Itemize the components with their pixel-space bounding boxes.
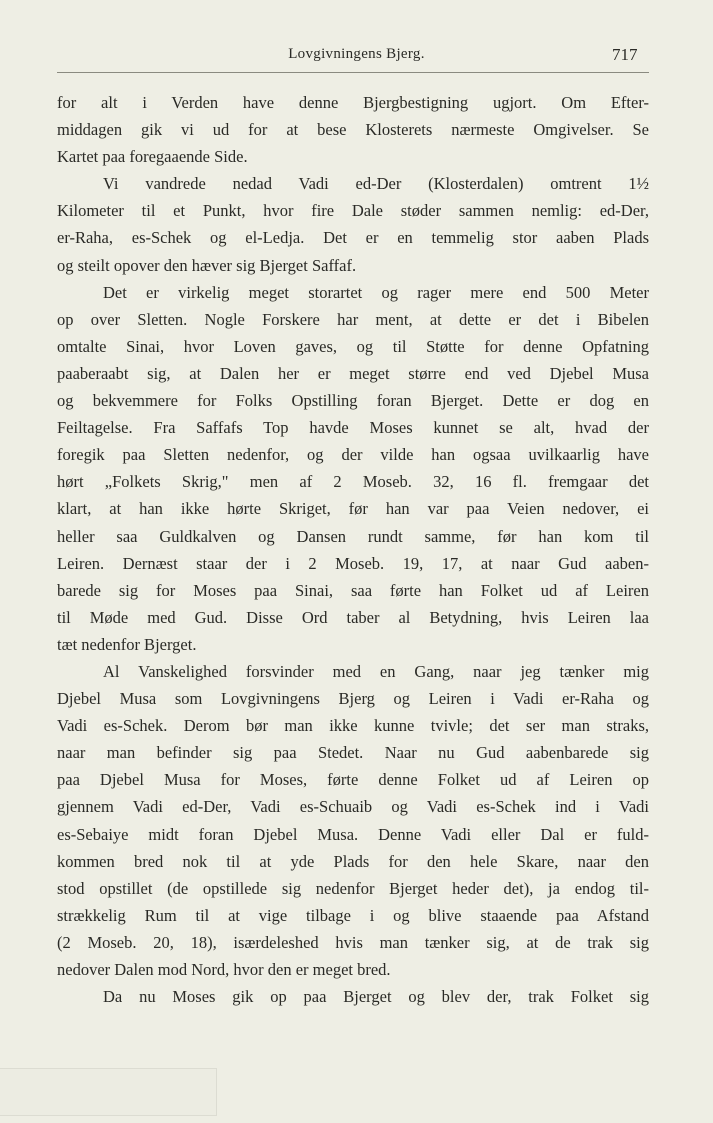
page-number: 717 [612, 45, 638, 64]
header-rule [57, 72, 649, 73]
text-line: Vi vandrede nedad Vadi ed-Der (Klosterdalen) omtrent 1½ [103, 174, 649, 194]
text-line: barede sig for Moses paa Sinai, saa førte han Folket ud af Leiren [57, 580, 649, 600]
text-line: og bekvemmere for Folks Opstilling foran Bjerget. Dette er dog en [57, 391, 649, 411]
text-line: Leiren. Dernæst staar der i 2 Moseb. 19, 17, at naar Gud aaben- [57, 553, 649, 573]
body-text [57, 89, 649, 1010]
text-line: hørt „Folkets Skrig," men af 2 Moseb. 32, 16 fl. fremgaar det [57, 472, 649, 492]
text-line: paa Djebel Musa for Moses, førte denne Folket ud af Leiren op [57, 770, 649, 790]
text-line: Al Vanskelighed forsvinder med en Gang, naar jeg tænker mig [103, 661, 649, 681]
text-line: strækkelig Rum til at vige tilbage i og blive staaende paa Afstand [57, 905, 649, 925]
text-line: Det er virkelig meget storartet og rager mere end 500 Meter [103, 282, 649, 302]
text-line: foregik paa Sletten nedenfor, og der vilde han ogsaa uvilkaarlig have [57, 445, 649, 465]
text-line: omtalte Sinai, hvor Loven gaves, og til Støtte for denne Opfatning [57, 336, 649, 356]
running-header-title: Lovgivningens Bjerg. [288, 46, 425, 62]
text-line: es-Sebaiye midt foran Djebel Musa. Denne Vadi eller Dal er fuld- [57, 824, 649, 844]
text-line: gjennem Vadi ed-Der, Vadi es-Schuaib og Vadi es-Schek ind i Vadi [57, 797, 649, 817]
text-line: paaberaabt sig, at Dalen her er meget større end ved Djebel Musa [57, 363, 649, 383]
text-line: op over Sletten. Nogle Forskere har ment, at dette er det i Bibelen [57, 309, 649, 329]
library-stamp-area [0, 1068, 217, 1116]
text-line: kommen bred nok til at yde Plads for den hele Skare, naar den [57, 851, 649, 871]
text-line: stod opstillet (de opstillede sig nedenfor Bjerget heder det), ja endog til- [57, 878, 649, 898]
text-line: til Møde med Gud. Disse Ord taber al Betydning, hvis Leiren laa [57, 607, 649, 627]
text-line: Vadi es-Schek. Derom bør man ikke kunne tvivle; det ser man straks, [57, 716, 649, 736]
text-line: tæt nedenfor Bjerget. [57, 634, 197, 654]
text-line: klart, at han ikke hørte Skriget, før han var paa Veien nedover, ei [57, 499, 649, 519]
text-line: Da nu Moses gik op paa Bjerget og blev der, trak Folket sig [103, 987, 649, 1007]
text-line: er-Raha, es-Schek og el-Ledja. Det er en temmelig stor aaben Plads [57, 228, 649, 248]
text-line: naar man befinder sig paa Stedet. Naar nu Gud aabenbarede sig [57, 743, 649, 763]
text-line: heller saa Guldkalven og Dansen rundt samme, før han kom til [57, 526, 649, 546]
text-line: (2 Moseb. 20, 18), isærdeleshed hvis man tænker sig, at de trak sig [57, 932, 649, 952]
text-line: nedover Dalen mod Nord, hvor den er meget bred. [57, 960, 391, 979]
text-line: middagen gik vi ud for at bese Klosterets nærmeste Omgivelser. Se [57, 120, 649, 140]
text-line: og steilt opover den hæver sig Bjerget Saffaf. [57, 255, 357, 275]
text-line: Feiltagelse. Fra Saffafs Top havde Moses kunnet se alt, hvad der [57, 418, 649, 438]
text-line: Kilometer til et Punkt, hvor fire Dale støder sammen nemlig: ed-Der, [57, 201, 649, 221]
text-line: for alt i Verden have denne Bjergbestigning ugjort. Om Efter- [57, 93, 649, 112]
text-line: Kartet paa foregaaende Side. [57, 147, 248, 167]
text-line: Djebel Musa som Lovgivningens Bjerg og Leiren i Vadi er-Raha og [57, 689, 649, 709]
